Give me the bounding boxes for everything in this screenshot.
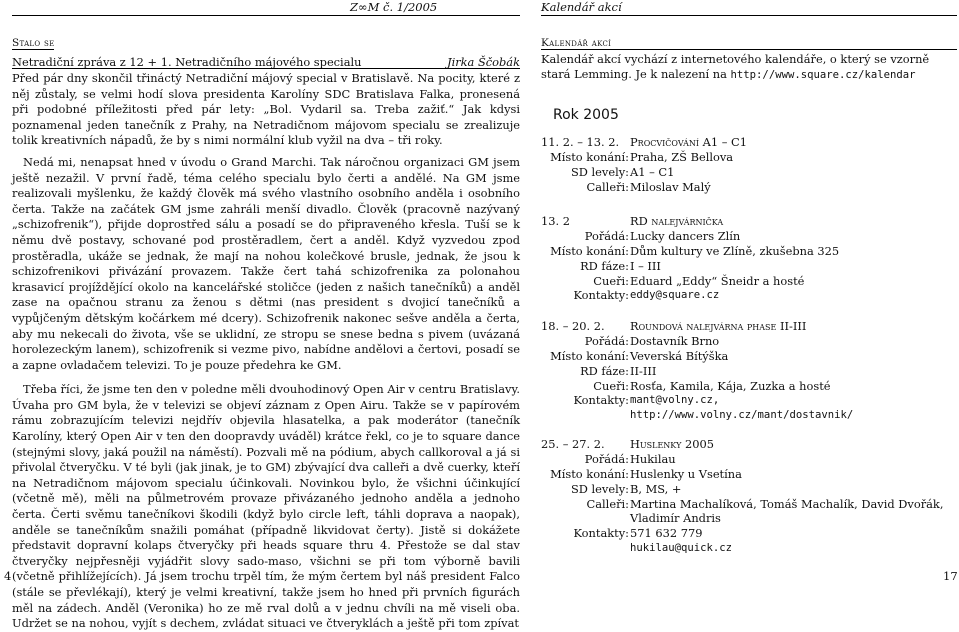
event-detail-key: Kontakty: bbox=[573, 288, 629, 303]
article-author: Jirka Ščobák bbox=[447, 55, 520, 69]
event-detail-value: A1 – C1 bbox=[630, 164, 675, 179]
event-detail-value: Vladimír Andris bbox=[630, 511, 721, 526]
event-heading bbox=[541, 135, 957, 150]
event-detail-row bbox=[541, 165, 957, 180]
event-detail-key: Kontakty: bbox=[573, 393, 629, 408]
event-detail-row bbox=[541, 467, 957, 482]
event-detail-key: Místo konání: bbox=[550, 243, 629, 258]
event-entry bbox=[541, 135, 957, 195]
event-detail-row bbox=[541, 244, 957, 259]
header-rule-left bbox=[12, 15, 520, 16]
event-detail-value: 571 632 779 bbox=[630, 526, 703, 541]
event-detail-row bbox=[541, 274, 957, 289]
event-heading bbox=[541, 319, 957, 334]
event-detail-row bbox=[541, 541, 957, 556]
event-date: 11. 2. – 13. 2. bbox=[541, 135, 620, 149]
event-detail-key: SD levely: bbox=[570, 164, 629, 179]
event-entry bbox=[541, 214, 957, 303]
event-detail-value: Hukilau bbox=[630, 451, 676, 466]
event-detail-row bbox=[541, 497, 957, 512]
event-date: 25. – 27. 2. bbox=[541, 437, 605, 451]
event-detail-row bbox=[541, 229, 957, 244]
event-entry bbox=[541, 319, 957, 423]
event-detail-row bbox=[541, 334, 957, 349]
event-name: RD nalejvárnička bbox=[630, 214, 724, 228]
event-name: Huslenky 2005 bbox=[630, 437, 714, 451]
event-detail-row bbox=[541, 511, 957, 526]
event-detail-key: Pořádá: bbox=[584, 333, 629, 348]
event-detail-row bbox=[541, 482, 957, 497]
event-detail-value: Dostavník Brno bbox=[630, 333, 720, 348]
event-detail-row bbox=[541, 408, 957, 423]
page-number-left: 4 bbox=[4, 569, 12, 583]
event-detail-value: Huslenky u Vsetína bbox=[630, 466, 742, 481]
intro-text: Kalendář akcí vychází z internetového kalendáře, o který se vzorně stará Lemming. Je k nalezení na bbox=[541, 52, 930, 82]
event-entry bbox=[541, 437, 957, 556]
event-detail-value: http://www.volny.cz/mant/dostavnik/ bbox=[630, 409, 854, 422]
event-date: 13. 2 bbox=[541, 214, 570, 228]
event-detail-key: RD fáze: bbox=[580, 363, 629, 378]
event-detail-value: Dům kultury ve Zlíně, zkušebna 325 bbox=[630, 243, 840, 258]
event-detail-value: Veverská Bítýška bbox=[630, 348, 729, 363]
event-detail-value: Lucky dancers Zlín bbox=[630, 228, 741, 243]
event-detail-row bbox=[541, 288, 957, 303]
event-detail-value: hukilau@quick.cz bbox=[630, 542, 733, 555]
event-detail-row bbox=[541, 180, 957, 195]
event-detail-row bbox=[541, 150, 957, 165]
paragraph: Nedá mi, nenapsat hned v úvodu o Grand Marchi. Tak náročnou organizaci GM jsem ještě nezažil. V první řadě, téma celého specialu bylo čerti a andělé. Na GM jsme realizovali myšlenku, že každý člověk má svého vlastního osobního anděla i osobního čerta. Takže na začátek GM jsme zahráli menší divadlo. Člověk (pracovně nazývaný „schizofrenik“), přijde doprostřed sálu a posadí se do připraveného křesla. Tuší se k němu dvě postavy, schované pod prostěradlem, čert a anděl. Když vyzvedou zpod prostěradla, ukáže se jednak, že mají na nohou kolečkové brusle, jednak, že jsou k schizofrenikovi přivázání provazem. Takže čert tahá schizofrenika za polonahou krasavicí projíždějící okolo na kancelářské stoličce (jeden z našich tanečníků) a anděl zase na opačnou stranu za ženou s dětmi (nas president s dvojicí tanečníků a vypůjčeným dětským kočárkem mé dcery). Schizofrenik nakonec sešve anděla a čerta, aby mu nekecali do života, vše se uklidní, ze stropu se snese bedna s pivem (uvázaná horolezeckým lanem), schizofrenik si vezme pivo, nabídne andělovi a čertovi, posadí se a zapne ovladačem televizi. To je pouze předehra ke GM. bbox=[12, 154, 520, 372]
event-detail-value: Martina Machalíková, Tomáš Machalík, David Dvořák, bbox=[630, 496, 944, 511]
event-detail-value: Praha, ZŠ Bellova bbox=[630, 149, 734, 164]
event-heading bbox=[541, 214, 957, 229]
article-title: Netradiční zpráva z 12 + 1. Netradičního májového specialu bbox=[12, 55, 362, 69]
event-detail-row bbox=[541, 393, 957, 408]
event-date: 18. – 20. 2. bbox=[541, 319, 605, 333]
running-header-right: Kalendář akcí bbox=[541, 0, 622, 14]
event-detail-row bbox=[541, 364, 957, 379]
event-detail-key: SD levely: bbox=[570, 481, 629, 496]
section-rule-left bbox=[12, 49, 54, 50]
event-detail-value: II-III bbox=[630, 363, 657, 378]
event-detail-row bbox=[541, 379, 957, 394]
section-heading-right: Kalendář akcí bbox=[541, 37, 612, 49]
event-detail-value: I – III bbox=[630, 258, 661, 273]
event-detail-value: eddy@square.cz bbox=[630, 289, 720, 302]
section-heading-left: Stalo se bbox=[12, 37, 55, 49]
event-detail-value: B, MS, + bbox=[630, 481, 682, 496]
event-detail-key: Calleři: bbox=[586, 496, 629, 511]
section-rule-right bbox=[541, 49, 957, 50]
year-heading: Rok 2005 bbox=[553, 107, 619, 123]
paragraph: Třeba říci, že jsme ten den v poledne měli dvouhodinový Open Air v centru Bratislavy. Úvaha pro GM byla, že v televizi se objeví záznam z Open Airu. Takže se v papírovém rámu zobrazujícím televizi nejdřív objevila hlasatelka, a pak moderátor (tanečník Karolíny, který Open Air v ten den doopravdy uváděl) krátce řekl, co je to square dance (stejnými slovy, jaká použil na náměstí). Pozvali mě na pódium, abych callkoroval a já si přivolal čtveryčku. V té byli (jak jinak, je to GM) zbývající dva calleři a dvě cuerky, kteří na Netradičnom májovom specialu účinkovali. Novinkou bylo, že všichni účinkující (včetně mě), měli na půlmetrovém provaze přivázaného jednoho anděla a jednoho čerta. Čerti svěmu tanečníkovi škodili (když bylo circle left, táhli doprava a naopak), anděle se tanečníkům snažili pomáhat (případně likvidovat čerty). Jistě si dokážete představit dopravní kolaps čtveryčky při heads square thru 4. Přestože se dal stav čtveryčky nejpřesněji vyjádřit slovy sado-maso, všichni se při tom výborně bavili (včetně přihlížejících). Já jsem trochu trpěl tím, že mým čertem byl náš president Falco (stále se převlékají), který je velmi kreativní, takže jsem ho hned při prvních figurách měl na zádech. Anděl (Veronika) ho ze mě rval dolů a v jednu chvíli na mě viseli oba. Udržet se na nohou, vyjít s dechem, zvládat situaci ve čtveryklách a ještě při tom zpívat bbox=[12, 382, 520, 631]
event-detail-key: Kontakty: bbox=[573, 526, 629, 541]
event-detail-key: RD fáze: bbox=[580, 258, 629, 273]
title-rule bbox=[12, 68, 520, 69]
event-detail-value: Rosťa, Kamila, Kája, Zuzka a hosté bbox=[630, 378, 831, 393]
event-detail-row bbox=[541, 349, 957, 364]
event-detail-value: Miloslav Malý bbox=[630, 179, 711, 194]
event-name: Procvičování A1 – C1 bbox=[630, 135, 748, 149]
page-number-right: 17 bbox=[943, 569, 958, 583]
event-heading bbox=[541, 437, 957, 452]
event-detail-key: Místo konání: bbox=[550, 466, 629, 481]
calendar-intro bbox=[541, 52, 957, 84]
event-detail-key: Pořádá: bbox=[584, 228, 629, 243]
event-detail-key: Cueři: bbox=[593, 378, 629, 393]
event-detail-key: Calleři: bbox=[586, 179, 629, 194]
paragraph: Před pár dny skončil třináctý Netradiční májový special v Bratislavě. Na pocity, které z něj zůstaly, se velmi hodí slova presidenta Karolíny SDC Bratislava Falka, pronesená při podobné příležitosti před pár lety: „Bol. Vydaril sa. Treba zažiť.“ Jak kdysi poznamenal jeden tanečník z Prahy, na Netradičnom májovom specialu se zrealizuje tolik kreativních nápadů, že by s nimi normální klub vyžil na dva – tři roky. bbox=[12, 71, 520, 148]
event-name: Roundová nalejvárna phase II-III bbox=[630, 319, 807, 333]
event-detail-key: Pořádá: bbox=[584, 451, 629, 466]
event-detail-value: Eduard „Eddy“ Šneidr a hosté bbox=[630, 273, 805, 288]
running-header-left: Z∞M č. 1/2005 bbox=[350, 0, 438, 14]
event-detail-key: Cueři: bbox=[593, 273, 629, 288]
event-detail-row bbox=[541, 259, 957, 274]
event-detail-value: mant@volny.cz, bbox=[630, 394, 720, 407]
event-detail-row bbox=[541, 526, 957, 541]
calendar-url: http://www.square.cz/kalendar bbox=[730, 69, 916, 82]
event-detail-key: Místo konání: bbox=[550, 149, 629, 164]
header-rule-right bbox=[541, 15, 957, 16]
event-detail-row bbox=[541, 452, 957, 467]
event-detail-key: Místo konání: bbox=[550, 348, 629, 363]
article-body bbox=[12, 71, 520, 632]
